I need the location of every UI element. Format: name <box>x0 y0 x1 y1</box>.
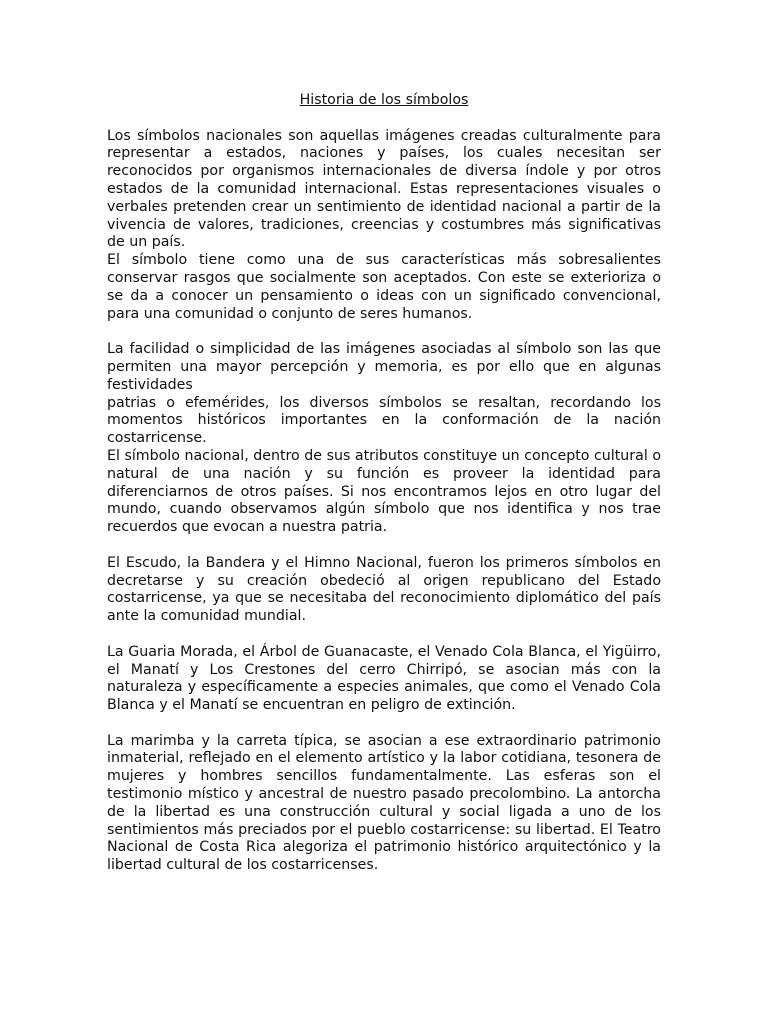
paragraph-3-line-1: El Escudo, la Bandera y el Himno Nacional, fueron los primeros símbolos en decretarse y su creación obedeció al origen republicano del Estado costarricense, ya que se necesitaba del reconocimiento diplomático del país ante la comunidad mundial. <box>107 554 661 625</box>
paragraph-4 <box>107 644 661 715</box>
paragraph-1-line-2: El símbolo tiene como una de sus características más sobresalientes conservar rasgos que socialmente son aceptados. Con este se exterioriza o se da a conocer un pensamiento o ideas con un significado convencional, para una comunidad o conjunto de seres humanos. <box>107 252 661 322</box>
paragraph-1 <box>107 128 661 324</box>
document-title: Historia de los símbolos <box>299 92 469 108</box>
paragraph-4-line-1: La Guaria Morada, el Árbol de Guanacaste, el Venado Cola Blanca, el Yigüirro, el Manatí y Los Crestones del cerro Chirripó, se asocian más con la naturaleza y específicamente a especies animales, que como el Venado Cola Blanca y el Manatí se encuentran en peligro de extinción. <box>107 643 661 714</box>
paragraph-5-line-1: La marimba y la carreta típica, se asocian a ese extraordinario patrimonio inmaterial, reflejado en el elemento artístico y la labor cotidiana, tesonera de mujeres y hombres sencillos fundamentalmente. Las esferas son el testimonio místico y ancestral de nuestro pasado precolombino. La antorcha de la libertad es una construcción cultural y social ligada a uno de los sentimientos más preciados por el pueblo costarricense: su libertad. El Teatro Nacional de Costa Rica alegoriza el patrimonio histórico arquitectónico y la libertad cultural de los costarricenses. <box>107 732 661 874</box>
paragraph-2-line-3: El símbolo nacional, dentro de sus atributos constituye un concepto cultural o natural de una nación y su función es proveer la identidad para diferenciarnos de otros países. Si nos encontramos lejos en otro lugar del mundo, cuando observamos algún símbolo que nos identifica y nos trae recuerdos que evocan a nuestra patria. <box>107 447 661 536</box>
paragraph-5 <box>107 733 661 875</box>
paragraph-2 <box>107 341 661 537</box>
paragraph-3 <box>107 555 661 626</box>
paragraph-1-line-1: Los símbolos nacionales son aquellas imágenes creadas culturalmente para representar a estados, naciones y países, los cuales necesitan ser reconocidos por organismos internacionales de diversa índole y por otros estados de la comunidad internacional. Estas representaciones visuales o verbales pretenden crear un sentimiento de identidad nacional a partir de la vivencia de valores, tradiciones, creencias y costumbres más significativas de un país. <box>107 127 661 251</box>
paragraph-2-line-2: patrias o efemérides, los diversos símbolos se resaltan, recordando los momentos históricos importantes en la conformación de la nación costarricense. <box>107 394 661 447</box>
paragraph-2-line-1: La facilidad o simplicidad de las imágenes asociadas al símbolo son las que permiten una mayor percepción y memoria, es por ello que en algunas festividades <box>107 341 661 393</box>
document-body <box>107 92 661 893</box>
